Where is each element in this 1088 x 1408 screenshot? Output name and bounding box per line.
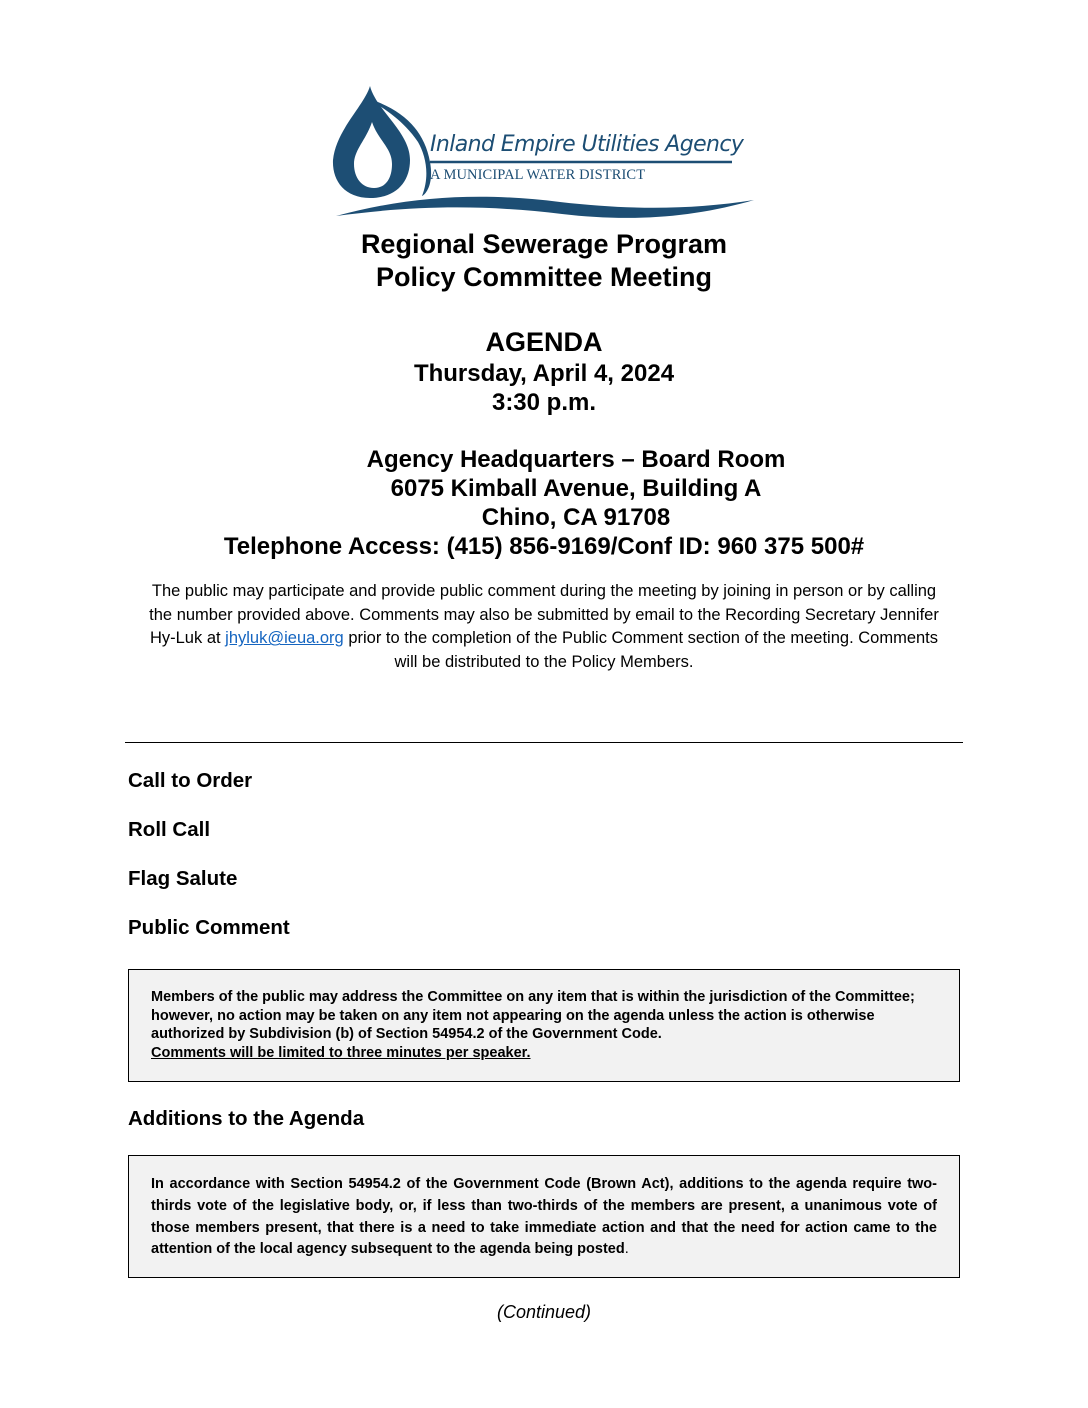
email-link[interactable]: jhyluk@ieua.org <box>225 629 344 648</box>
meeting-title-line2: Policy Committee Meeting <box>375 262 713 292</box>
additions-text-end: . <box>624 1241 629 1258</box>
additions-notice-box <box>128 1155 960 1278</box>
meeting-time: 3:30 p.m. <box>491 389 597 416</box>
location-line1: Agency Headquarters – Board Room <box>366 446 786 473</box>
telephone-access: Telephone Access: (415) 856-9169/Conf ID: 960 375 500# <box>223 533 865 560</box>
section-roll-call: Roll Call <box>128 818 211 841</box>
additions-text: In accordance with Section 54954.2 of the Government Code (Brown Act), additions to the agenda require two-thirds vote of the legislative body, or, if less than two-thirds of the members are present, a unanimous vote of those members present, that there is a need to take immediate action and that the need for action came to the attention of the local agency subsequent to the agenda being posted <box>151 1176 937 1258</box>
intro-text-end: prior to the completion of the Public Comment section of the meeting. Comments will be distributed to the Policy Members. <box>343 629 939 671</box>
meeting-date: Thursday, April 4, 2024 <box>413 360 675 387</box>
public-comment-limit: Comments will be limited to three minutes per speaker. <box>151 1044 531 1061</box>
meeting-title-line1: Regional Sewerage Program <box>360 229 728 259</box>
agency-logo <box>330 84 760 224</box>
location-line3: Chino, CA 91708 <box>481 504 671 531</box>
continued-note: (Continued) <box>496 1302 592 1322</box>
section-call-to-order: Call to Order <box>128 769 253 792</box>
logo-agency-name: Inland Empire Utilities Agency <box>430 132 744 157</box>
divider <box>125 742 963 743</box>
section-flag-salute: Flag Salute <box>128 867 238 890</box>
public-participation-notice <box>140 580 948 674</box>
section-additions-to-agenda: Additions to the Agenda <box>128 1107 365 1130</box>
logo-subtitle: A MUNICIPAL WATER DISTRICT <box>430 167 646 183</box>
section-public-comment: Public Comment <box>128 916 290 939</box>
intro-text: The public may participate and provide public comment during the meeting by joining in person or by calling the number provided above. Comments may also be submitted by email to the Recording Secretary Jennifer Hy-Luk at <box>149 582 939 648</box>
public-comment-text: Members of the public may address the Committee on any item that is within the jurisdiction of the Committee; however, no action may be taken on any item not appearing on the agenda unless the action is otherwise authorized by Subdivision (b) of Section 54954.2 of the Government Code. <box>151 989 915 1042</box>
location-line2: 6075 Kimball Avenue, Building A <box>390 475 762 502</box>
agenda-heading: AGENDA <box>485 327 603 357</box>
public-comment-notice-box <box>128 969 960 1082</box>
